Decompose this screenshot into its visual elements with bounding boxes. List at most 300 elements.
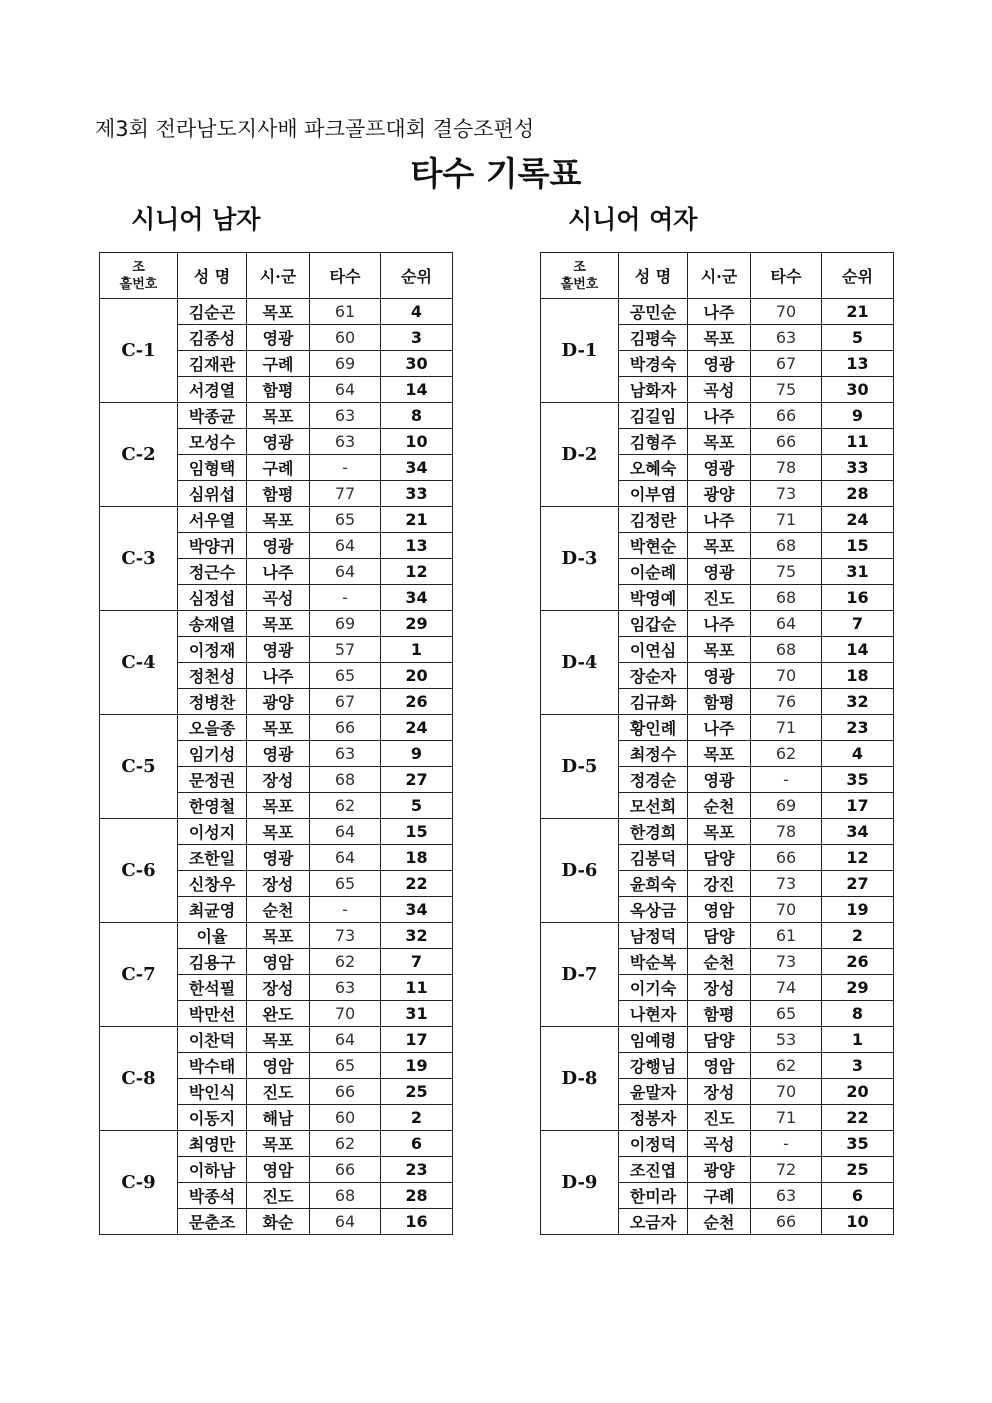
city-cell: 영광 bbox=[247, 533, 310, 559]
score-cell: 64 bbox=[310, 819, 381, 845]
city-cell: 영광 bbox=[688, 767, 751, 793]
city-cell: 함평 bbox=[688, 1001, 751, 1027]
group-label: D-3 bbox=[541, 507, 619, 611]
rank-cell: 2 bbox=[822, 923, 894, 949]
rank-cell: 19 bbox=[822, 897, 894, 923]
city-cell: 영암 bbox=[247, 1157, 310, 1183]
score-cell: 60 bbox=[310, 325, 381, 351]
city-cell: 목포 bbox=[688, 637, 751, 663]
score-cell: - bbox=[310, 455, 381, 481]
score-cell: - bbox=[310, 897, 381, 923]
city-cell: 나주 bbox=[688, 715, 751, 741]
rank-cell: 16 bbox=[381, 1209, 453, 1235]
score-column-header: 타수 bbox=[751, 253, 822, 299]
group-label: C-5 bbox=[100, 715, 178, 819]
player-name-cell: 서경열 bbox=[178, 377, 247, 403]
city-cell: 순천 bbox=[688, 1209, 751, 1235]
score-cell: 66 bbox=[310, 1157, 381, 1183]
city-cell: 영광 bbox=[688, 351, 751, 377]
score-cell: 77 bbox=[310, 481, 381, 507]
score-cell: 78 bbox=[751, 455, 822, 481]
rank-cell: 22 bbox=[822, 1105, 894, 1131]
player-name-cell: 윤희숙 bbox=[619, 871, 688, 897]
city-cell: 구례 bbox=[247, 455, 310, 481]
score-cell: 70 bbox=[751, 1079, 822, 1105]
score-cell: 70 bbox=[751, 663, 822, 689]
group-label: C-6 bbox=[100, 819, 178, 923]
group-label: D-6 bbox=[541, 819, 619, 923]
score-cell: 63 bbox=[751, 1183, 822, 1209]
score-cell: 65 bbox=[751, 1001, 822, 1027]
city-cell: 진도 bbox=[688, 1105, 751, 1131]
rank-cell: 14 bbox=[381, 377, 453, 403]
score-cell: 63 bbox=[310, 403, 381, 429]
score-cell: 64 bbox=[751, 611, 822, 637]
section-title-senior-men: 시니어 남자 bbox=[131, 205, 261, 234]
group-label: C-1 bbox=[100, 299, 178, 403]
score-cell: 76 bbox=[751, 689, 822, 715]
player-name-cell: 김봉덕 bbox=[619, 845, 688, 871]
player-name-cell: 정근수 bbox=[178, 559, 247, 585]
player-name-cell: 심위섭 bbox=[178, 481, 247, 507]
group-label: D-7 bbox=[541, 923, 619, 1027]
group-label: D-1 bbox=[541, 299, 619, 403]
table-row bbox=[100, 507, 453, 533]
score-cell: 68 bbox=[751, 585, 822, 611]
city-cell: 목포 bbox=[247, 403, 310, 429]
score-cell: 72 bbox=[751, 1157, 822, 1183]
table-row bbox=[100, 611, 453, 637]
player-name-cell: 조한일 bbox=[178, 845, 247, 871]
rank-cell: 5 bbox=[822, 325, 894, 351]
player-name-cell: 윤말자 bbox=[619, 1079, 688, 1105]
city-cell: 영광 bbox=[247, 325, 310, 351]
score-cell: 71 bbox=[751, 507, 822, 533]
player-name-cell: 박현순 bbox=[619, 533, 688, 559]
city-cell: 목포 bbox=[247, 611, 310, 637]
scorecard-table-senior-women bbox=[540, 252, 894, 1235]
score-cell: 65 bbox=[310, 871, 381, 897]
player-name-cell: 한미라 bbox=[619, 1183, 688, 1209]
city-cell: 나주 bbox=[688, 611, 751, 637]
rank-cell: 7 bbox=[381, 949, 453, 975]
score-cell: 62 bbox=[751, 741, 822, 767]
player-name-cell: 조진엽 bbox=[619, 1157, 688, 1183]
city-cell: 목포 bbox=[247, 715, 310, 741]
rank-cell: 35 bbox=[822, 1131, 894, 1157]
city-cell: 목포 bbox=[688, 819, 751, 845]
score-cell: 68 bbox=[310, 767, 381, 793]
score-cell: 73 bbox=[751, 481, 822, 507]
city-cell: 곡성 bbox=[247, 585, 310, 611]
city-cell: 진도 bbox=[247, 1079, 310, 1105]
player-name-cell: 김평숙 bbox=[619, 325, 688, 351]
table-row bbox=[100, 923, 453, 949]
score-cell: 66 bbox=[310, 715, 381, 741]
score-cell: 70 bbox=[751, 897, 822, 923]
rank-cell: 29 bbox=[822, 975, 894, 1001]
rank-cell: 1 bbox=[822, 1027, 894, 1053]
player-name-cell: 최정수 bbox=[619, 741, 688, 767]
score-cell: 68 bbox=[751, 637, 822, 663]
rank-cell: 33 bbox=[822, 455, 894, 481]
city-cell: 나주 bbox=[688, 299, 751, 325]
score-cell: 66 bbox=[310, 1079, 381, 1105]
city-cell: 영광 bbox=[247, 845, 310, 871]
score-cell: 69 bbox=[751, 793, 822, 819]
score-cell: 62 bbox=[310, 1131, 381, 1157]
player-name-cell: 임예령 bbox=[619, 1027, 688, 1053]
city-cell: 완도 bbox=[247, 1001, 310, 1027]
player-name-cell: 나현자 bbox=[619, 1001, 688, 1027]
player-name-cell: 송재열 bbox=[178, 611, 247, 637]
rank-cell: 34 bbox=[381, 897, 453, 923]
rank-cell: 3 bbox=[381, 325, 453, 351]
player-name-cell: 정병찬 bbox=[178, 689, 247, 715]
rank-cell: 33 bbox=[381, 481, 453, 507]
score-cell: 66 bbox=[751, 429, 822, 455]
score-cell: 64 bbox=[310, 559, 381, 585]
city-cell: 영암 bbox=[247, 1053, 310, 1079]
score-cell: 66 bbox=[751, 403, 822, 429]
city-cell: 순천 bbox=[688, 949, 751, 975]
city-cell: 목포 bbox=[688, 533, 751, 559]
rank-cell: 8 bbox=[381, 403, 453, 429]
player-name-cell: 강행님 bbox=[619, 1053, 688, 1079]
player-name-cell: 박종균 bbox=[178, 403, 247, 429]
player-name-cell: 임갑순 bbox=[619, 611, 688, 637]
group-label: C-7 bbox=[100, 923, 178, 1027]
score-cell: 63 bbox=[310, 429, 381, 455]
score-cell: 62 bbox=[310, 793, 381, 819]
rank-cell: 28 bbox=[822, 481, 894, 507]
group-header-top: 조 bbox=[573, 259, 586, 275]
group-label: C-3 bbox=[100, 507, 178, 611]
city-cell: 영암 bbox=[688, 1053, 751, 1079]
rank-cell: 15 bbox=[822, 533, 894, 559]
rank-cell: 28 bbox=[381, 1183, 453, 1209]
player-name-cell: 모성수 bbox=[178, 429, 247, 455]
rank-cell: 6 bbox=[822, 1183, 894, 1209]
player-name-cell: 문정권 bbox=[178, 767, 247, 793]
score-cell: 75 bbox=[751, 377, 822, 403]
rank-cell: 18 bbox=[822, 663, 894, 689]
table-body bbox=[100, 299, 453, 1235]
player-name-cell: 황인례 bbox=[619, 715, 688, 741]
player-name-cell: 정천성 bbox=[178, 663, 247, 689]
player-name-cell: 김종성 bbox=[178, 325, 247, 351]
city-cell: 화순 bbox=[247, 1209, 310, 1235]
city-cell: 순천 bbox=[688, 793, 751, 819]
rank-cell: 32 bbox=[822, 689, 894, 715]
player-name-cell: 김용구 bbox=[178, 949, 247, 975]
player-name-cell: 최균영 bbox=[178, 897, 247, 923]
city-cell: 장성 bbox=[247, 871, 310, 897]
rank-cell: 17 bbox=[381, 1027, 453, 1053]
table-row bbox=[541, 1131, 894, 1157]
rank-cell: 16 bbox=[822, 585, 894, 611]
score-cell: 74 bbox=[751, 975, 822, 1001]
player-name-cell: 박만선 bbox=[178, 1001, 247, 1027]
city-cell: 목포 bbox=[247, 819, 310, 845]
city-cell: 영광 bbox=[247, 429, 310, 455]
name-column-header: 성 명 bbox=[619, 253, 688, 299]
table-row bbox=[541, 715, 894, 741]
city-cell: 목포 bbox=[247, 793, 310, 819]
table-header-row bbox=[541, 253, 894, 299]
score-cell: 65 bbox=[310, 507, 381, 533]
score-cell: 67 bbox=[751, 351, 822, 377]
city-cell: 목포 bbox=[688, 741, 751, 767]
player-name-cell: 이정재 bbox=[178, 637, 247, 663]
score-cell: 64 bbox=[310, 533, 381, 559]
score-cell: - bbox=[751, 1131, 822, 1157]
name-column-header: 성 명 bbox=[178, 253, 247, 299]
score-cell: 63 bbox=[751, 325, 822, 351]
city-cell: 영광 bbox=[247, 741, 310, 767]
city-cell: 영광 bbox=[688, 455, 751, 481]
player-name-cell: 박양귀 bbox=[178, 533, 247, 559]
score-cell: 67 bbox=[310, 689, 381, 715]
city-cell: 목포 bbox=[688, 429, 751, 455]
player-name-cell: 정봉자 bbox=[619, 1105, 688, 1131]
rank-cell: 27 bbox=[822, 871, 894, 897]
city-cell: 곡성 bbox=[688, 1131, 751, 1157]
city-cell: 담양 bbox=[688, 845, 751, 871]
player-name-cell: 옥상금 bbox=[619, 897, 688, 923]
city-cell: 담양 bbox=[688, 1027, 751, 1053]
rank-cell: 31 bbox=[822, 559, 894, 585]
rank-cell: 27 bbox=[381, 767, 453, 793]
player-name-cell: 이순례 bbox=[619, 559, 688, 585]
player-name-cell: 김정란 bbox=[619, 507, 688, 533]
rank-cell: 34 bbox=[822, 819, 894, 845]
score-cell: 69 bbox=[310, 611, 381, 637]
player-name-cell: 문춘조 bbox=[178, 1209, 247, 1235]
table-header-row bbox=[100, 253, 453, 299]
score-cell: 61 bbox=[310, 299, 381, 325]
rank-cell: 34 bbox=[381, 585, 453, 611]
table-row bbox=[541, 299, 894, 325]
rank-cell: 23 bbox=[381, 1157, 453, 1183]
city-cell: 장성 bbox=[688, 1079, 751, 1105]
city-cell: 나주 bbox=[688, 403, 751, 429]
city-cell: 영광 bbox=[688, 663, 751, 689]
score-cell: 66 bbox=[751, 1209, 822, 1235]
player-name-cell: 남정덕 bbox=[619, 923, 688, 949]
rank-cell: 25 bbox=[822, 1157, 894, 1183]
table-row bbox=[100, 1027, 453, 1053]
player-name-cell: 이부염 bbox=[619, 481, 688, 507]
score-column-header: 타수 bbox=[310, 253, 381, 299]
table-row bbox=[100, 715, 453, 741]
group-label: C-2 bbox=[100, 403, 178, 507]
score-cell: 73 bbox=[310, 923, 381, 949]
city-cell: 곡성 bbox=[688, 377, 751, 403]
player-name-cell: 공민순 bbox=[619, 299, 688, 325]
rank-cell: 30 bbox=[822, 377, 894, 403]
player-name-cell: 김형주 bbox=[619, 429, 688, 455]
rank-cell: 8 bbox=[822, 1001, 894, 1027]
score-cell: 64 bbox=[310, 1209, 381, 1235]
score-cell: 64 bbox=[310, 377, 381, 403]
city-cell: 목포 bbox=[247, 1027, 310, 1053]
player-name-cell: 김길임 bbox=[619, 403, 688, 429]
score-cell: 71 bbox=[751, 715, 822, 741]
rank-cell: 35 bbox=[822, 767, 894, 793]
player-name-cell: 이동지 bbox=[178, 1105, 247, 1131]
group-label: D-4 bbox=[541, 611, 619, 715]
rank-cell: 3 bbox=[822, 1053, 894, 1079]
rank-cell: 29 bbox=[381, 611, 453, 637]
player-name-cell: 박경숙 bbox=[619, 351, 688, 377]
score-cell: 65 bbox=[310, 1053, 381, 1079]
rank-cell: 7 bbox=[822, 611, 894, 637]
player-name-cell: 임형택 bbox=[178, 455, 247, 481]
rank-cell: 26 bbox=[822, 949, 894, 975]
rank-cell: 34 bbox=[381, 455, 453, 481]
player-name-cell: 한영철 bbox=[178, 793, 247, 819]
table-row bbox=[541, 611, 894, 637]
document-subtitle: 제3회 전라남도지사배 파크골프대회 결승조편성 bbox=[95, 117, 535, 141]
rank-cell: 9 bbox=[381, 741, 453, 767]
player-name-cell: 박순복 bbox=[619, 949, 688, 975]
rank-cell: 14 bbox=[822, 637, 894, 663]
score-cell: 63 bbox=[310, 741, 381, 767]
player-name-cell: 이연심 bbox=[619, 637, 688, 663]
player-name-cell: 오을종 bbox=[178, 715, 247, 741]
score-cell: 62 bbox=[751, 1053, 822, 1079]
rank-cell: 13 bbox=[381, 533, 453, 559]
player-name-cell: 최영만 bbox=[178, 1131, 247, 1157]
player-name-cell: 이율 bbox=[178, 923, 247, 949]
city-cell: 진도 bbox=[688, 585, 751, 611]
document-title: 타수 기록표 bbox=[410, 154, 582, 193]
score-cell: - bbox=[310, 585, 381, 611]
group-label: D-2 bbox=[541, 403, 619, 507]
city-cell: 나주 bbox=[247, 663, 310, 689]
rank-column-header: 순위 bbox=[822, 253, 894, 299]
group-header-bottom: 홀번호 bbox=[560, 276, 599, 292]
rank-cell: 2 bbox=[381, 1105, 453, 1131]
group-label: D-5 bbox=[541, 715, 619, 819]
city-cell: 나주 bbox=[247, 559, 310, 585]
city-cell: 목포 bbox=[247, 923, 310, 949]
score-cell: 70 bbox=[751, 299, 822, 325]
player-name-cell: 김순곤 bbox=[178, 299, 247, 325]
rank-cell: 11 bbox=[822, 429, 894, 455]
score-cell: 70 bbox=[310, 1001, 381, 1027]
group-label: D-9 bbox=[541, 1131, 619, 1235]
table-row bbox=[100, 299, 453, 325]
table-row bbox=[541, 507, 894, 533]
score-cell: 61 bbox=[751, 923, 822, 949]
city-cell: 광양 bbox=[688, 1157, 751, 1183]
rank-cell: 25 bbox=[381, 1079, 453, 1105]
table-row bbox=[100, 819, 453, 845]
player-name-cell: 한경희 bbox=[619, 819, 688, 845]
player-name-cell: 김규화 bbox=[619, 689, 688, 715]
rank-cell: 15 bbox=[381, 819, 453, 845]
score-cell: 57 bbox=[310, 637, 381, 663]
player-name-cell: 오금자 bbox=[619, 1209, 688, 1235]
rank-cell: 9 bbox=[822, 403, 894, 429]
table-row bbox=[541, 819, 894, 845]
player-name-cell: 한석필 bbox=[178, 975, 247, 1001]
player-name-cell: 박수태 bbox=[178, 1053, 247, 1079]
rank-column-header: 순위 bbox=[381, 253, 453, 299]
city-cell: 장성 bbox=[247, 975, 310, 1001]
score-cell: 73 bbox=[751, 949, 822, 975]
rank-cell: 1 bbox=[381, 637, 453, 663]
city-cell: 나주 bbox=[688, 507, 751, 533]
rank-cell: 19 bbox=[381, 1053, 453, 1079]
section-title-senior-women: 시니어 여자 bbox=[568, 205, 698, 234]
score-cell: 53 bbox=[751, 1027, 822, 1053]
rank-cell: 11 bbox=[381, 975, 453, 1001]
player-name-cell: 서우열 bbox=[178, 507, 247, 533]
city-column-header: 시·군 bbox=[688, 253, 751, 299]
city-cell: 담양 bbox=[688, 923, 751, 949]
city-cell: 목포 bbox=[247, 299, 310, 325]
group-label: C-9 bbox=[100, 1131, 178, 1235]
score-cell: 73 bbox=[751, 871, 822, 897]
player-name-cell: 이정덕 bbox=[619, 1131, 688, 1157]
city-cell: 영암 bbox=[688, 897, 751, 923]
table-row bbox=[100, 403, 453, 429]
rank-cell: 24 bbox=[381, 715, 453, 741]
rank-cell: 22 bbox=[381, 871, 453, 897]
score-cell: 65 bbox=[310, 663, 381, 689]
city-cell: 함평 bbox=[247, 377, 310, 403]
rank-cell: 6 bbox=[381, 1131, 453, 1157]
table-row bbox=[541, 923, 894, 949]
player-name-cell: 임기성 bbox=[178, 741, 247, 767]
rank-cell: 4 bbox=[822, 741, 894, 767]
city-cell: 광양 bbox=[688, 481, 751, 507]
rank-cell: 32 bbox=[381, 923, 453, 949]
city-cell: 목포 bbox=[247, 1131, 310, 1157]
rank-cell: 13 bbox=[822, 351, 894, 377]
rank-cell: 21 bbox=[822, 299, 894, 325]
rank-cell: 23 bbox=[822, 715, 894, 741]
city-cell: 구례 bbox=[688, 1183, 751, 1209]
player-name-cell: 박종석 bbox=[178, 1183, 247, 1209]
rank-cell: 20 bbox=[381, 663, 453, 689]
score-cell: 78 bbox=[751, 819, 822, 845]
player-name-cell: 박영예 bbox=[619, 585, 688, 611]
group-label: C-4 bbox=[100, 611, 178, 715]
rank-cell: 10 bbox=[381, 429, 453, 455]
rank-cell: 24 bbox=[822, 507, 894, 533]
rank-cell: 10 bbox=[822, 1209, 894, 1235]
player-name-cell: 장순자 bbox=[619, 663, 688, 689]
city-cell: 장성 bbox=[247, 767, 310, 793]
rank-cell: 4 bbox=[381, 299, 453, 325]
group-column-header bbox=[541, 253, 619, 299]
rank-cell: 12 bbox=[822, 845, 894, 871]
city-cell: 목포 bbox=[247, 507, 310, 533]
table-row bbox=[541, 1027, 894, 1053]
player-name-cell: 박인식 bbox=[178, 1079, 247, 1105]
score-cell: 64 bbox=[310, 845, 381, 871]
scorecard-table-senior-men bbox=[99, 252, 453, 1235]
city-cell: 진도 bbox=[247, 1183, 310, 1209]
rank-cell: 31 bbox=[381, 1001, 453, 1027]
player-name-cell: 이기숙 bbox=[619, 975, 688, 1001]
group-label: D-8 bbox=[541, 1027, 619, 1131]
city-cell: 영암 bbox=[247, 949, 310, 975]
